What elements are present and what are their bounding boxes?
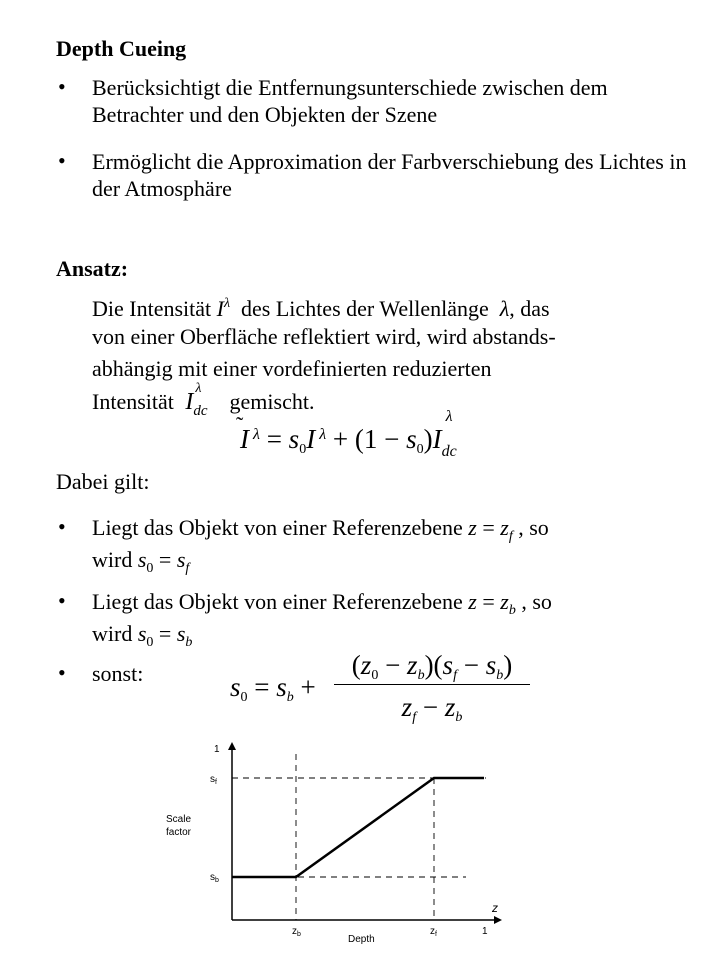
x-tick-1: 1 — [482, 926, 488, 937]
x-tick-zf: $z_f$ — [430, 926, 437, 938]
bullet-marker: • — [58, 514, 66, 539]
dabei-label: Dabei gilt: — [56, 469, 150, 494]
x-axis-label: Depth — [348, 934, 375, 945]
bullet-front-plane-result: wird $s_0 = s_f$ — [92, 547, 190, 576]
text: des Lichtes der Wellenlänge — [241, 296, 489, 321]
bullet-marker: • — [58, 74, 66, 99]
text: wird — [92, 547, 133, 572]
text: , das — [509, 296, 550, 321]
y-axis-arrow — [228, 742, 236, 750]
x-tick-zb: $z_b$ — [292, 926, 301, 938]
text: gemischt. — [229, 389, 315, 414]
bullet-back-plane-result: wird $s_0 = s_b$ — [92, 621, 193, 650]
y-axis-label-1: Scale — [166, 814, 192, 825]
bullet-otherwise: sonst: — [92, 661, 144, 686]
y-axis-label-2: factor — [166, 827, 192, 838]
section-heading: Ansatz: — [56, 256, 129, 281]
text: Intensität — [92, 389, 174, 414]
y-tick-sb: $s_b$ — [210, 872, 219, 884]
ansatz-line-3: abhängig mit einer vordefinierten reduzierten — [92, 356, 492, 381]
text: , so — [521, 589, 552, 614]
ansatz-line-4: Intensität I λ $_{dc}$ gemischt. — [92, 381, 315, 419]
text: Liegt das Objekt von einer Referenzebene — [92, 515, 463, 540]
page-title: Depth Cueing — [56, 36, 187, 61]
ansatz-line-2: von einer Oberfläche reflektiert wird, wird abstands- — [92, 324, 556, 349]
x-axis-symbol: z — [492, 901, 498, 915]
bullet-back-plane: Liegt das Objekt von einer Referenzebene $z = z_b$ , so — [92, 589, 552, 618]
y-tick-sf: $s_f$ — [210, 774, 217, 786]
bullet-text: Berücksichtigt die Entfernungsunterschiede zwischen dem Betrachter und den Objekten der Szene — [92, 75, 608, 127]
formula-intensity: I ˜ $^\lambda = s_0I$ $^\lambda + (1 - s_0)I$ λ $_{dc}$ — [236, 408, 457, 460]
scale-factor-line — [232, 778, 484, 877]
ansatz-line-1: Die Intensität $I^\lambda$ des Lichtes der Wellenlänge λ, das — [92, 296, 550, 321]
bullet-front-plane: Liegt das Objekt von einer Referenzebene $z = z_f$ , so — [92, 515, 549, 544]
bullet-marker: • — [58, 148, 66, 173]
y-tick-1: 1 — [214, 744, 220, 755]
bullet-text: Ermöglicht die Approximation der Farbverschiebung des Lichtes in der Atmosphäre — [92, 149, 687, 201]
text: , so — [518, 515, 549, 540]
bullet-marker: • — [58, 588, 66, 613]
x-axis-arrow — [494, 916, 502, 924]
bullet-marker: • — [58, 660, 66, 685]
text: wird — [92, 621, 133, 646]
text: Liegt das Objekt von einer Referenzebene — [92, 589, 463, 614]
text: Die Intensität — [92, 296, 212, 321]
depth-scale-chart — [160, 740, 520, 950]
